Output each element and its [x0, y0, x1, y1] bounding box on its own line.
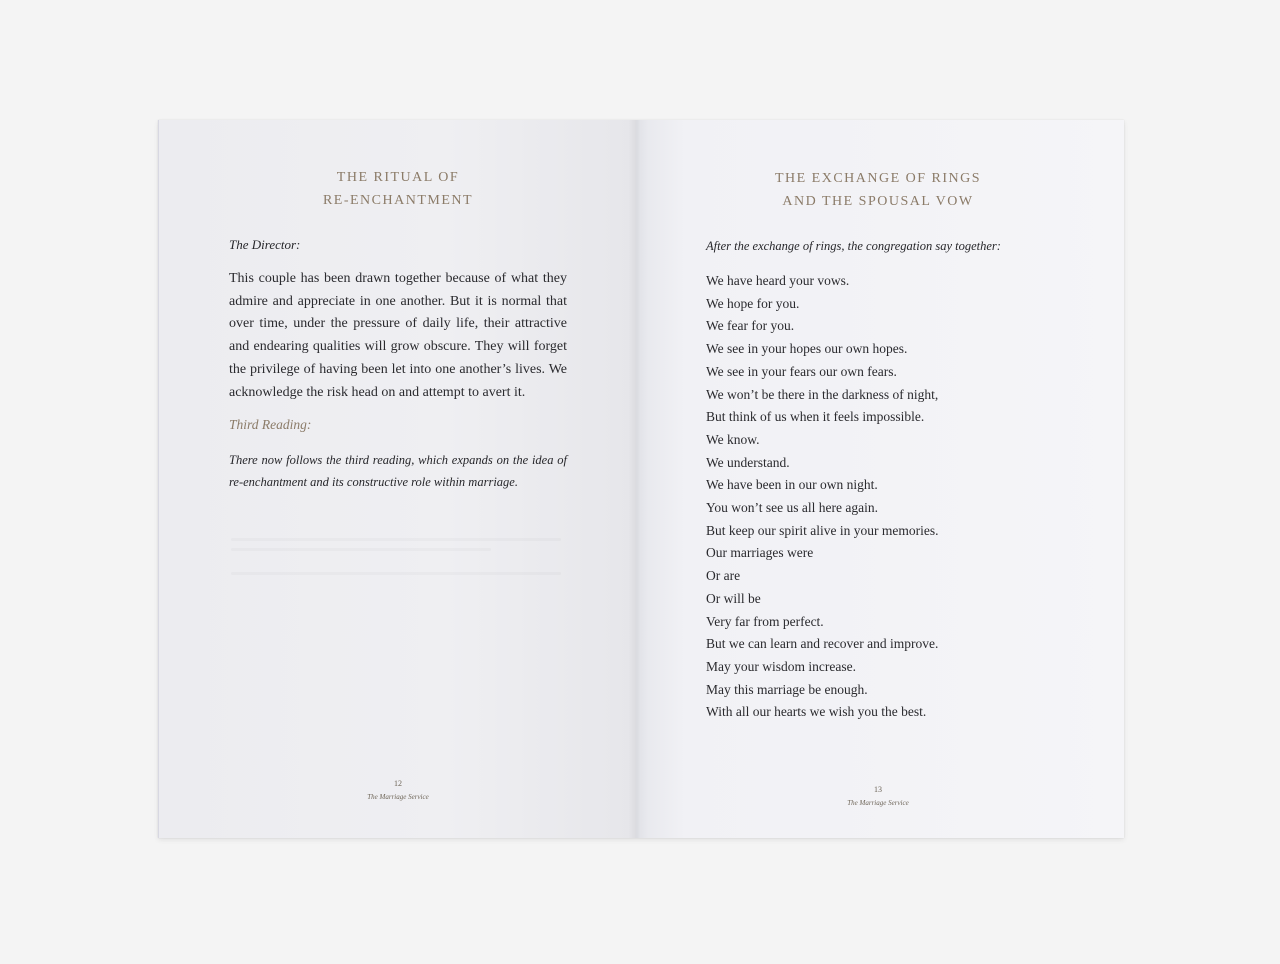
heading-line: THE EXCHANGE OF RINGS — [774, 171, 982, 186]
vow-line: We see in your fears our own fears. — [706, 363, 897, 379]
vow-line: Or will be — [706, 590, 761, 606]
vow-line: We won’t be there in the darkness of night, — [706, 386, 939, 402]
vow-line: May this marriage be enough. — [706, 681, 868, 697]
congregation-instruction: After the exchange of rings, the congregation say together: — [706, 239, 1001, 253]
running-title: The Marriage Service — [847, 799, 909, 807]
vow-line: We understand. — [706, 454, 790, 470]
page-number: 13 — [874, 785, 882, 794]
vow-line: Or are — [706, 568, 741, 584]
vow-line: But keep our spirit alive in your memories. — [706, 522, 939, 538]
right-page-heading — [636, 168, 1120, 213]
show-through — [231, 572, 561, 575]
vow-line: You won’t see us all here again. — [706, 500, 878, 516]
spousal-vow — [706, 270, 938, 724]
page-number: 12 — [394, 779, 402, 788]
reading-label: Third Reading: — [229, 417, 312, 432]
vow-line: May your wisdom increase. — [706, 658, 856, 674]
vow-line: We fear for you. — [706, 318, 795, 334]
left-folio — [159, 778, 637, 804]
reading-note: There now follows the third reading, which expands on the idea of re-enchantment and its constructive role within marriage. — [229, 453, 567, 489]
heading-line: AND THE SPOUSAL VOW — [782, 193, 974, 209]
vow-line: We know. — [706, 431, 760, 447]
left-page — [158, 120, 637, 838]
vow-line: But we can learn and recover and improve. — [706, 636, 939, 652]
open-booklet — [158, 120, 1124, 838]
vow-line: But think of us when it feels impossible. — [706, 409, 925, 425]
vow-line: We have heard your vows. — [706, 273, 850, 288]
show-through — [231, 548, 491, 551]
director-paragraph: This couple has been drawn together because of what they admire and appreciate in one another. But it is normal that over time, under the pressure of daily life, their attractive and endearing qualities will grow obscure. They will forget the privilege of having been let into one another’s lives. We acknowledge the risk head on and attempt to avert it. — [229, 271, 567, 400]
vow-line: We see in your hopes our own hopes. — [706, 341, 908, 357]
right-page — [636, 120, 1124, 838]
heading-line: THE RITUAL OF — [336, 170, 460, 185]
heading-line: RE-ENCHANTMENT — [322, 192, 474, 208]
vow-line: With all our hearts we wish you the best. — [706, 704, 927, 720]
show-through — [231, 538, 561, 541]
left-page-heading — [159, 167, 637, 212]
right-folio — [636, 784, 1120, 810]
vow-line: We hope for you. — [706, 295, 800, 311]
vow-line: Very far from perfect. — [706, 613, 824, 629]
running-title: The Marriage Service — [367, 793, 429, 801]
vow-line: Our marriages were — [706, 545, 814, 561]
speaker-label: The Director: — [229, 237, 301, 252]
vow-line: We have been in our own night. — [706, 477, 878, 493]
